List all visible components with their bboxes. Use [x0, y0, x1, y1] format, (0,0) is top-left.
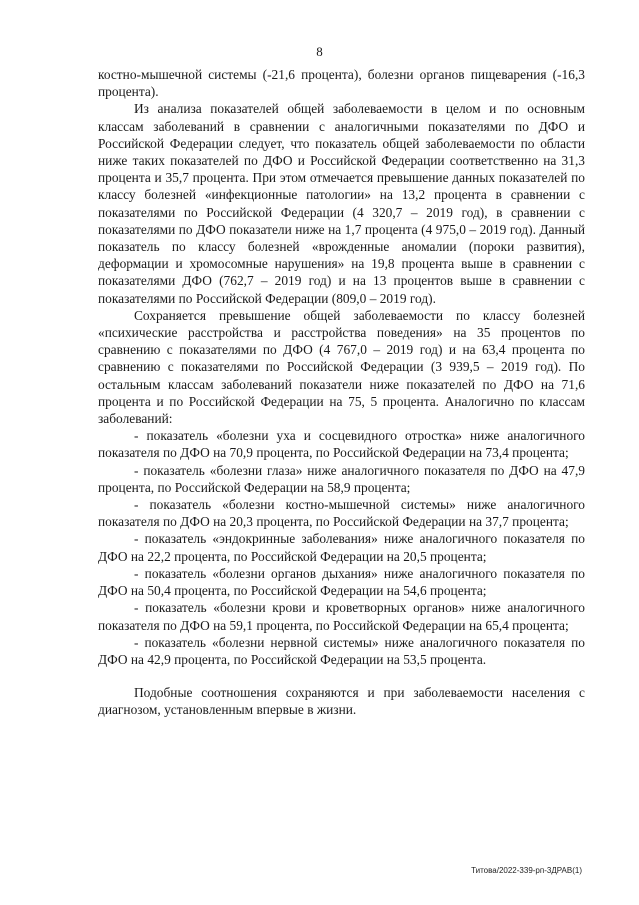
page-number: 8 — [316, 44, 323, 59]
document-body — [98, 66, 585, 719]
paragraph-mental-disorders: Сохраняется превышение общей заболеваемости по классу болезней «психические расстройства и расстройства поведения» на 35 процентов по сравнению с показателями по ДФО (4 767,0 – 2019 год) и на 63,4 процента по сравнению с показателями по Российской Федерации (3 939,5 – 2019 год). По остальным классам заболеваний показатели ниже показателей по ДФО на 71,6 процента и по Российской Федерации на 75, 5 процента. Аналогично по классам заболеваний: — [98, 307, 585, 427]
list-item-musculoskeletal: - показатель «болезни костно-мышечной системы» ниже аналогичного показателя по ДФО на 20,3 процента, по Российской Федерации на 37,7 процента; — [98, 497, 585, 530]
list-item-respiratory: - показатель «болезни органов дыхания» ниже аналогичного показателя по ДФО на 50,4 процента, по Российской Федерации на 54,6 процента; — [98, 565, 585, 599]
list-item-ear-diseases: - показатель «болезни уха и сосцевидного отростка» ниже аналогичного показателя по ДФО на 70,9 процента, по Российской Федерации на 73,4 процента; — [98, 428, 585, 461]
list-item-nervous-system: - показатель «болезни нервной системы» ниже аналогичного показателя по ДФО на 42,9 процента, по Российской Федерации на 53,5 процента. — [98, 634, 585, 667]
list-item-blood-diseases: - показатель «болезни крови и кроветворных органов» ниже аналогичного показателя по ДФО на 59,1 процента, по Российской Федерации на 65,4 процента; — [98, 600, 585, 633]
document-reference-code: Титова/2022-339-рп-3ДРАВ(1) — [471, 866, 582, 875]
list-item-endocrine: - показатель «эндокринные заболевания» ниже аналогичного показателя по ДФО на 22,2 процента, по Российской Федерации на 20,5 процента; — [98, 531, 585, 564]
list-item-eye-diseases: - показатель «болезни глаза» ниже аналогичного показателя по ДФО на 47,9 процента, по Российской Федерации на 58,9 процента; — [98, 462, 585, 495]
paragraph-closing: Подобные соотношения сохраняются и при заболеваемости населения с диагнозом, установленным впервые в жизни. — [98, 685, 585, 718]
paragraph-analysis: Из анализа показателей общей заболеваемости в целом и по основным классам заболеваний в сравнении с аналогичными показателями по ДФО и Российской Федерации следует, что показатель общей заболеваемости по области ниже таких показателей по ДФО и Российской Федерации соответственно на 31,3 процента и 35,7 процента. При этом отмечается превышение данных показателей по классу болезней «инфекционные патологии» на 13,2 процента в сравнении с показателями по Российской Федерации (4 320,7 – 2019 год), в сравнении с показателями по ДФО показатели ниже на 1,7 процента (4 975,0 – 2019 год). Данный показатель по классу болезней «врожденные аномалии (пороки развития), деформации и хромосомные нарушения» на 19,8 процента выше в сравнении с показателями ДФО (762,7 – 2019 год) и на 13 процентов выше в сравнении с показателями по Российской Федерации (809,0 – 2019 год). — [98, 101, 585, 306]
paragraph-continuation: костно-мышечной системы (-21,6 процента), болезни органов пищеварения (-16,3 процента). — [98, 67, 585, 100]
